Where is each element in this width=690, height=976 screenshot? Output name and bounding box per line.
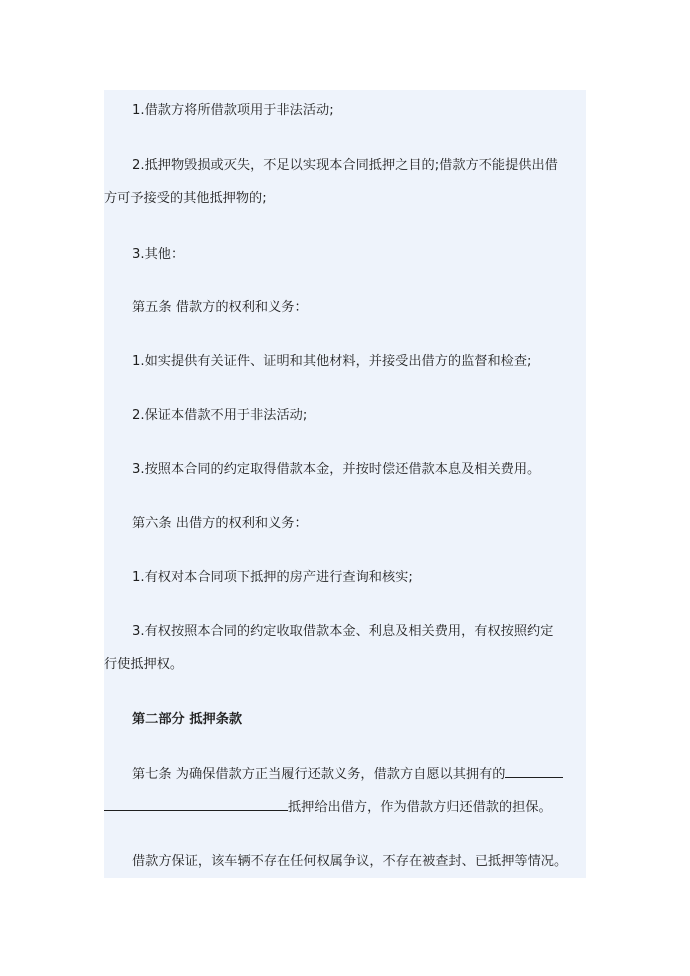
part-heading: 第二部分 抵押条款 bbox=[132, 712, 243, 727]
article-heading: 第六条 出借方的权利和义务： bbox=[132, 516, 308, 531]
clause-text: 第七条 为确保借款方正当履行还款义务，借款方自愿以其拥有的 bbox=[132, 767, 506, 782]
clause-line-continued bbox=[104, 797, 586, 818]
clause-line: 1.借款方将所借款项用于非法活动; bbox=[132, 103, 334, 118]
blank-underline bbox=[104, 797, 288, 811]
blank-underline bbox=[505, 764, 563, 778]
clause-line: 借款方保证，该车辆不存在任何权属争议，不存在被查封、已抵押等情况。 bbox=[132, 854, 568, 869]
article-heading: 第五条 借款方的权利和义务： bbox=[132, 300, 308, 315]
clause-line: 3.按照本合同的约定取得借款本金，并按时偿还借款本息及相关费用。 bbox=[132, 462, 541, 477]
clause-line-continued: 方可予接受的其他抵押物的; bbox=[104, 191, 267, 206]
clause-line: 1.如实提供有关证件、证明和其他材料，并接受出借方的监督和检查; bbox=[132, 354, 532, 369]
clause-text: 抵押给出借方，作为借款方归还借款的担保。 bbox=[288, 800, 552, 815]
clause-line bbox=[132, 764, 586, 785]
clause-line: 2.保证本借款不用于非法活动; bbox=[132, 408, 308, 423]
clause-line: 3.其他： bbox=[132, 247, 185, 262]
clause-line: 3.有权按照本合同的约定收取借款本金、利息及相关费用，有权按照约定 bbox=[132, 624, 554, 639]
clause-line-continued: 行使抵押权。 bbox=[104, 657, 184, 672]
clause-line: 2.抵押物毁损或灭失，不足以实现本合同抵押之目的;借款方不能提供出借 bbox=[132, 158, 558, 173]
clause-line: 1.有权对本合同项下抵押的房产进行查询和核实; bbox=[132, 570, 413, 585]
